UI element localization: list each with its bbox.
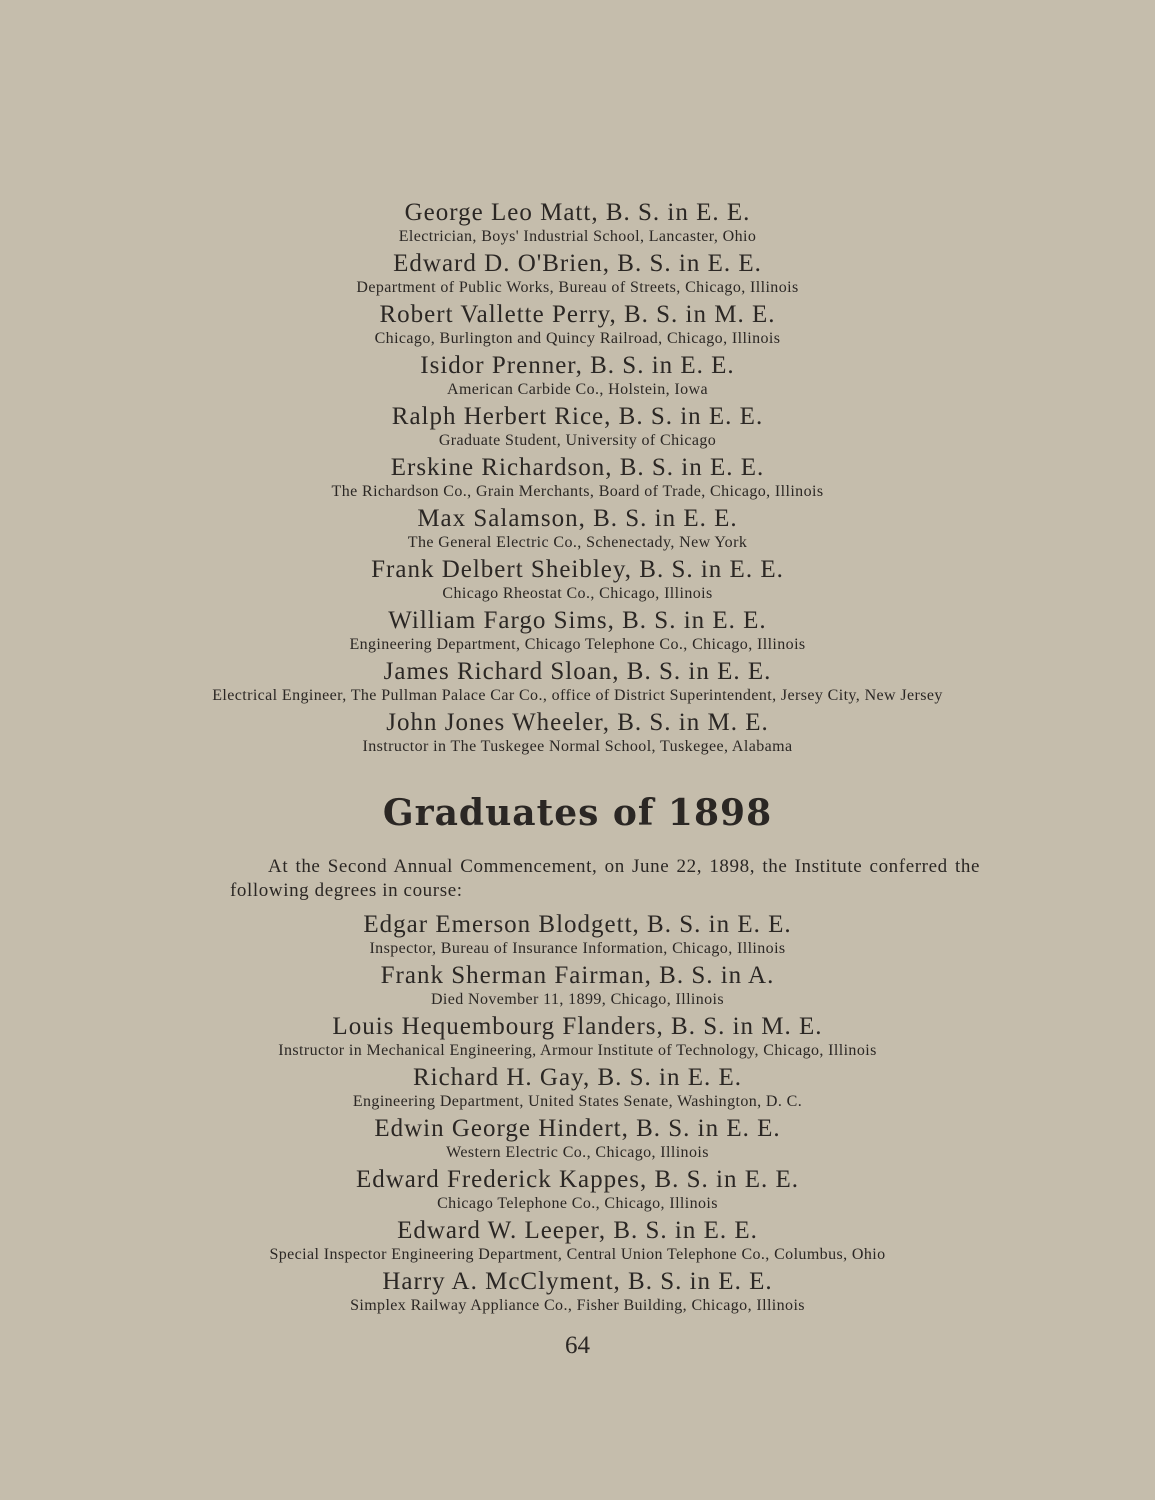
graduate-entry — [0, 453, 1155, 504]
graduate-name: Edgar Emerson Blodgett, B. S. in E. E. — [363, 911, 792, 938]
graduate-entry — [0, 1267, 1155, 1318]
graduate-entry — [0, 555, 1155, 606]
graduate-name: William Fargo Sims, B. S. in E. E. — [388, 607, 767, 634]
section-heading: Graduates of 1898 — [382, 792, 773, 834]
page-number: 64 — [565, 1332, 590, 1359]
graduate-entry — [0, 961, 1155, 1012]
graduate-name: Edward D. O'Brien, B. S. in E. E. — [393, 250, 762, 277]
graduate-position: The General Electric Co., Schenectady, New York — [407, 534, 748, 551]
graduate-list-1898 — [0, 910, 1155, 1318]
graduate-position: Electrical Engineer, The Pullman Palace Car Co., office of District Superintendent, Jersey City, New Jersey — [212, 687, 943, 704]
graduate-entry — [0, 1216, 1155, 1267]
graduate-position: American Carbide Co., Holstein, Iowa — [446, 381, 708, 398]
graduate-position: Graduate Student, University of Chicago — [438, 432, 717, 449]
graduate-entry — [0, 1114, 1155, 1165]
graduate-entry — [0, 249, 1155, 300]
graduate-name: Harry A. McClyment, B. S. in E. E. — [382, 1268, 773, 1295]
graduate-entry — [0, 402, 1155, 453]
graduate-position: Department of Public Works, Bureau of Streets, Chicago, Illinois — [356, 279, 799, 296]
graduate-position: Chicago Rheostat Co., Chicago, Illinois — [442, 585, 713, 602]
graduate-name: Robert Vallette Perry, B. S. in M. E. — [379, 301, 776, 328]
graduate-entry — [0, 606, 1155, 657]
graduate-position: Inspector, Bureau of Insurance Information, Chicago, Illinois — [369, 940, 786, 957]
graduate-name: George Leo Matt, B. S. in E. E. — [404, 199, 751, 226]
graduate-position: Western Electric Co., Chicago, Illinois — [446, 1144, 709, 1161]
graduate-position: Engineering Department, Chicago Telephone Co., Chicago, Illinois — [349, 636, 806, 653]
graduate-position: Chicago, Burlington and Quincy Railroad, Chicago, Illinois — [374, 330, 781, 347]
graduate-name: John Jones Wheeler, B. S. in M. E. — [386, 709, 769, 736]
graduate-position: Special Inspector Engineering Department, Central Union Telephone Co., Columbus, Ohio — [269, 1246, 886, 1263]
graduate-position: Engineering Department, United States Senate, Washington, D. C. — [352, 1093, 803, 1110]
graduate-entry — [0, 1012, 1155, 1063]
graduate-position: Electrician, Boys' Industrial School, Lancaster, Ohio — [398, 228, 757, 245]
graduate-name: James Richard Sloan, B. S. in E. E. — [383, 658, 772, 685]
graduate-name: Richard H. Gay, B. S. in E. E. — [412, 1064, 743, 1091]
graduate-name: Louis Hequembourg Flanders, B. S. in M. E. — [332, 1013, 823, 1040]
graduate-name: Edward Frederick Kappes, B. S. in E. E. — [355, 1166, 800, 1193]
graduate-entry — [0, 657, 1155, 708]
graduate-entry — [0, 1063, 1155, 1114]
graduate-position: The Richardson Co., Grain Merchants, Board of Trade, Chicago, Illinois — [331, 483, 824, 500]
graduate-name: Ralph Herbert Rice, B. S. in E. E. — [391, 403, 764, 430]
graduate-name: Frank Sherman Fairman, B. S. in A. — [380, 962, 775, 989]
graduate-position: Chicago Telephone Co., Chicago, Illinois — [437, 1195, 718, 1212]
intro-paragraph: At the Second Annual Commencement, on June 22, 1898, the Institute conferred the following degrees in course: — [230, 856, 980, 901]
graduate-position: Instructor in The Tuskegee Normal School, Tuskegee, Alabama — [362, 738, 793, 755]
graduate-name: Edwin George Hindert, B. S. in E. E. — [374, 1115, 781, 1142]
graduate-name: Frank Delbert Sheibley, B. S. in E. E. — [371, 556, 784, 583]
graduate-name: Max Salamson, B. S. in E. E. — [417, 505, 738, 532]
graduate-entry — [0, 351, 1155, 402]
graduate-position: Simplex Railway Appliance Co., Fisher Building, Chicago, Illinois — [350, 1297, 805, 1314]
graduate-position: Instructor in Mechanical Engineering, Armour Institute of Technology, Chicago, Illinois — [278, 1042, 877, 1059]
graduate-entry — [0, 1165, 1155, 1216]
graduate-entry — [0, 910, 1155, 961]
graduate-entry — [0, 504, 1155, 555]
graduate-entry — [0, 300, 1155, 351]
graduate-list-earlier — [0, 198, 1155, 759]
graduate-name: Isidor Prenner, B. S. in E. E. — [420, 352, 735, 379]
graduate-position: Died November 11, 1899, Chicago, Illinois — [430, 991, 725, 1008]
graduate-name: Edward W. Leeper, B. S. in E. E. — [397, 1217, 758, 1244]
graduate-name: Erskine Richardson, B. S. in E. E. — [390, 454, 765, 481]
graduate-entry — [0, 198, 1155, 249]
graduate-entry — [0, 708, 1155, 759]
